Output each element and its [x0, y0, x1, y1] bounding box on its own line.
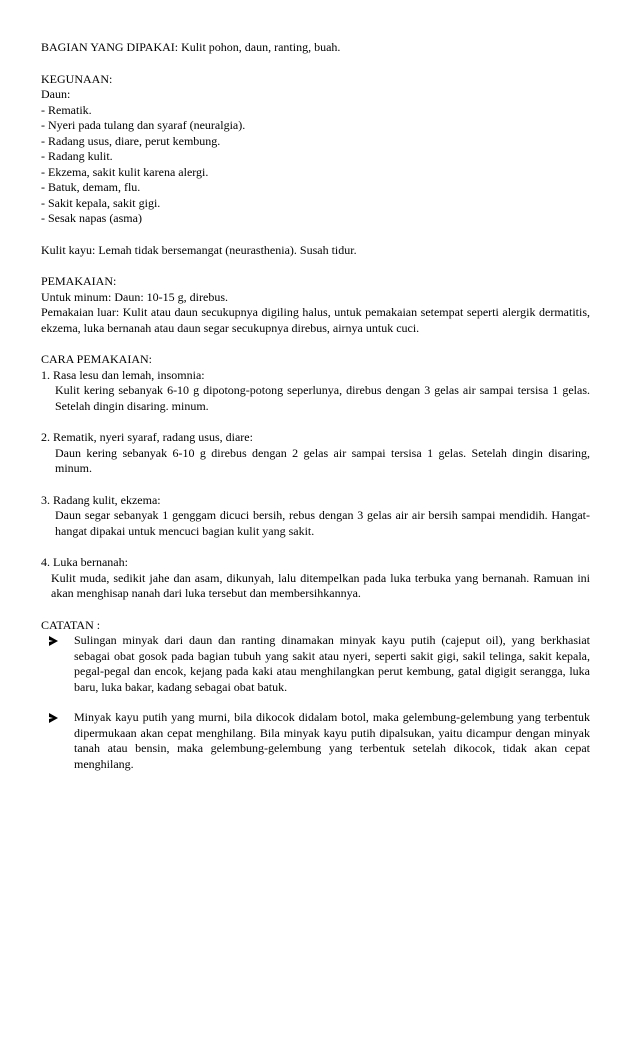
kegunaan-item: - Nyeri pada tulang dan syaraf (neuralgia).: [41, 118, 246, 132]
cara-item-title: 3. Radang kulit, ekzema:: [41, 492, 161, 507]
catatan-item: [41, 633, 590, 695]
catatan-item-text: Minyak kayu putih yang murni, bila dikocok didalam botol, maka gelembung-gelembung yang terbentuk dipermukaan akan cepat menghilang. Bila minyak kayu putih dipalsukan, yaitu dicampur dengan minyak tanah atau bensin, maka gelembung-gelembung yang terbentuk setelah dikocok, tidak akan cepat menghilang.: [74, 710, 590, 771]
spacer: [41, 258, 590, 274]
arrow-bullet-icon: [49, 636, 58, 646]
spacer: [41, 56, 590, 72]
kegunaan-item: - Ekzema, sakit kulit karena alergi.: [41, 164, 209, 179]
kegunaan-heading: KEGUNAAN:: [41, 71, 113, 86]
cara-item-body: Kulit kering sebanyak 6-10 g dipotong-potong seperlunya, direbus dengan 3 gelas air sampai tersisa 1 gelas. Setelah dingin disaring. minum.: [55, 383, 590, 413]
cara-pemakaian-heading: CARA PEMAKAIAN:: [41, 352, 153, 366]
cara-item-body: Daun kering sebanyak 6-10 g direbus dengan 2 gelas air sampai tersisa 1 gelas. Setelah dingin disaring, minum.: [55, 445, 590, 475]
cara-item-body: Daun segar sebanyak 1 genggam dicuci bersih, rebus dengan 3 gelas air air bersih sampai mendidih. Hangat-hangat dipakai untuk mencuci bagian kulit yang sakit.: [55, 508, 590, 538]
pemakaian-luar: Pemakaian luar: Kulit atau daun secukupnya digiling halus, untuk pemakaian setempat seperti alergik dermatitis, ekzema, luka bernanah atau daun segar secukupnya direbus, airnya untuk cuci.: [41, 305, 590, 335]
spacer: [41, 336, 590, 352]
kegunaan-item: - Radang usus, diare, perut kembung.: [41, 133, 221, 148]
kegunaan-item: - Rematik.: [41, 102, 92, 117]
kegunaan-item: - Radang kulit.: [41, 149, 113, 163]
cara-item-body: Kulit muda, sedikit jahe dan asam, dikunyah, lalu ditempelkan pada luka terbuka yang bernanah. Ramuan ini akan menghisap nanah dari luka tersebut dan membersihkannya.: [51, 570, 590, 600]
cara-item-title: 2. Rematik, nyeri syaraf, radang usus, diare:: [41, 430, 253, 444]
pemakaian-heading: PEMAKAIAN:: [41, 274, 117, 288]
cara-item-title: 1. Rasa lesu dan lemah, insomnia:: [41, 367, 205, 382]
spacer: [41, 695, 590, 710]
catatan-item: [41, 710, 590, 772]
spacer: [41, 414, 590, 430]
arrow-bullet-icon: [49, 713, 58, 723]
kegunaan-item: - Sesak napas (asma): [41, 211, 142, 225]
catatan-heading: CATATAN :: [41, 617, 101, 632]
spacer: [41, 602, 590, 618]
spacer: [41, 477, 590, 493]
bagian-dipakai: BAGIAN YANG DIPAKAI: Kulit pohon, daun, ranting, buah.: [41, 40, 341, 54]
kegunaan-daun-label: Daun:: [41, 87, 71, 101]
catatan-item-text: Sulingan minyak dari daun dan ranting dinamakan minyak kayu putih (cajeput oil), yang berkhasiat sebagai obat gosok pada bagian tubuh yang sakit atau nyeri, seperti sakit gigi, sakil telinga, sakit kepala, pegal-pegal dan encok, kejang pada kaki atau menghilangkan perut kembung, gatal digigit serangga, luka baru, luka bakar, kadang sebagai obat batuk.: [74, 633, 590, 694]
spacer: [41, 227, 590, 243]
spacer: [41, 539, 590, 555]
pemakaian-minum: Untuk minum: Daun: 10-15 g, direbus.: [41, 289, 228, 304]
document-page: [41, 40, 590, 772]
kegunaan-kulit-kayu: Kulit kayu: Lemah tidak bersemangat (neurasthenia). Susah tidur.: [41, 242, 357, 257]
kegunaan-item: - Sakit kepala, sakit gigi.: [41, 195, 161, 210]
cara-item-title: 4. Luka bernanah:: [41, 555, 128, 569]
kegunaan-item: - Batuk, demam, flu.: [41, 180, 141, 194]
